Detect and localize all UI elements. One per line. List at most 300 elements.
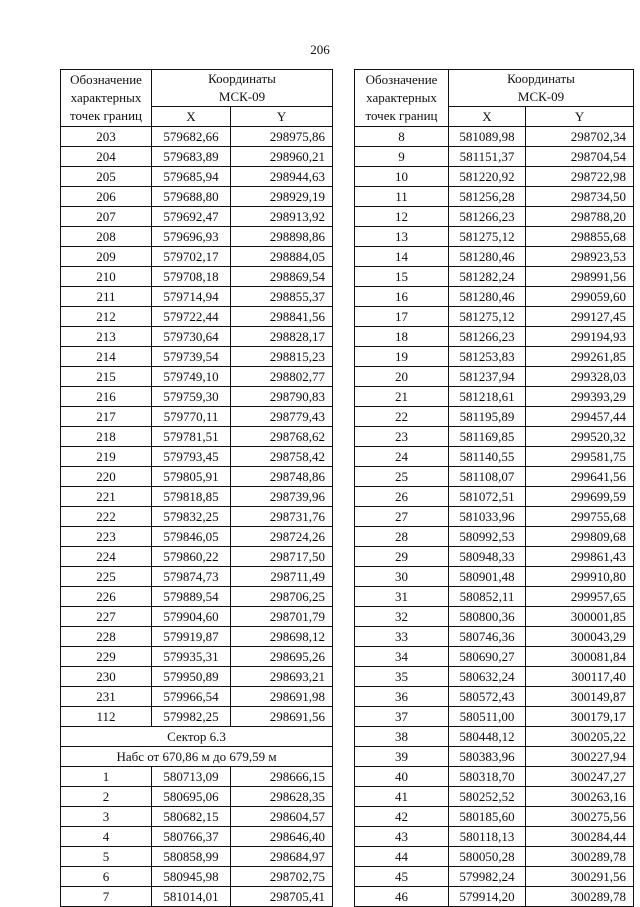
- table-row: [61, 667, 333, 687]
- point-id-cell: 15: [355, 267, 449, 287]
- y-cell: 299520,32: [526, 427, 634, 447]
- x-cell: 579696,93: [152, 227, 231, 247]
- x-cell: 579914,20: [449, 887, 526, 907]
- table-row: [61, 567, 333, 587]
- y-cell: 300227,94: [526, 747, 634, 767]
- y-cell: 298841,56: [231, 307, 333, 327]
- table-row: [355, 867, 634, 887]
- y-cell: 298923,53: [526, 247, 634, 267]
- table-row: [61, 467, 333, 487]
- y-cell: 298693,21: [231, 667, 333, 687]
- x-cell: 581108,07: [449, 467, 526, 487]
- point-id-cell: 4: [61, 827, 152, 847]
- x-cell: 579860,22: [152, 547, 231, 567]
- x-cell: 579759,30: [152, 387, 231, 407]
- y-cell: 298722,98: [526, 167, 634, 187]
- table-row: [355, 127, 634, 147]
- x-cell: 579692,47: [152, 207, 231, 227]
- coordinates-table-right-body: [355, 70, 634, 907]
- point-id-cell: 31: [355, 587, 449, 607]
- y-cell: 298702,34: [526, 127, 634, 147]
- x-cell: 580858,99: [152, 847, 231, 867]
- y-cell: 299699,59: [526, 487, 634, 507]
- y-cell: 299581,75: [526, 447, 634, 467]
- y-cell: 299641,56: [526, 467, 634, 487]
- x-cell: 580992,53: [449, 527, 526, 547]
- y-cell: 299755,68: [526, 507, 634, 527]
- y-cell: 298604,57: [231, 807, 333, 827]
- table-row: [355, 727, 634, 747]
- point-id-cell: 209: [61, 247, 152, 267]
- y-cell: 300275,56: [526, 807, 634, 827]
- sector-header-row: [61, 727, 333, 747]
- y-cell: 298666,15: [231, 767, 333, 787]
- table-row: [355, 347, 634, 367]
- y-cell: 300284,44: [526, 827, 634, 847]
- y-cell: 298704,54: [526, 147, 634, 167]
- y-cell: 300205,22: [526, 727, 634, 747]
- x-cell: 580695,06: [152, 787, 231, 807]
- table-row: [355, 787, 634, 807]
- x-cell: 581169,85: [449, 427, 526, 447]
- point-id-cell: 206: [61, 187, 152, 207]
- point-id-cell: 6: [61, 867, 152, 887]
- coordinates-table-right: [354, 69, 634, 907]
- y-cell: 298731,76: [231, 507, 333, 527]
- point-id-cell: 224: [61, 547, 152, 567]
- y-cell: 300289,78: [526, 887, 634, 907]
- y-cell: 298855,37: [231, 287, 333, 307]
- table-row: [355, 467, 634, 487]
- point-id-cell: 40: [355, 767, 449, 787]
- x-header: X: [449, 107, 526, 127]
- table-row: [61, 147, 333, 167]
- point-id-cell: 205: [61, 167, 152, 187]
- y-cell: 298788,20: [526, 207, 634, 227]
- y-cell: 298929,19: [231, 187, 333, 207]
- x-cell: 581280,46: [449, 247, 526, 267]
- table-row: [61, 807, 333, 827]
- point-id-cell: 229: [61, 647, 152, 667]
- point-id-cell: 21: [355, 387, 449, 407]
- point-id-cell: 13: [355, 227, 449, 247]
- y-cell: 298855,68: [526, 227, 634, 247]
- table-row: [355, 627, 634, 647]
- x-cell: 580901,48: [449, 567, 526, 587]
- point-id-cell: 5: [61, 847, 152, 867]
- coordinates-table-left-body: [61, 70, 333, 907]
- y-cell: 300043,29: [526, 627, 634, 647]
- point-id-cell: 211: [61, 287, 152, 307]
- y-cell: 298691,98: [231, 687, 333, 707]
- x-cell: 579749,10: [152, 367, 231, 387]
- point-id-cell: 228: [61, 627, 152, 647]
- y-cell: 299957,65: [526, 587, 634, 607]
- table-row: [61, 487, 333, 507]
- point-id-cell: 9: [355, 147, 449, 167]
- y-cell: 298802,77: [231, 367, 333, 387]
- x-cell: 581266,23: [449, 327, 526, 347]
- x-cell: 580800,36: [449, 607, 526, 627]
- point-id-cell: 231: [61, 687, 152, 707]
- x-cell: 579982,24: [449, 867, 526, 887]
- y-cell: 299393,29: [526, 387, 634, 407]
- table-row: [355, 227, 634, 247]
- table-row: [61, 787, 333, 807]
- x-cell: 580511,00: [449, 707, 526, 727]
- table-row: [355, 667, 634, 687]
- y-cell: 300291,56: [526, 867, 634, 887]
- table-row: [355, 247, 634, 267]
- point-id-cell: 42: [355, 807, 449, 827]
- table-row: [61, 207, 333, 227]
- point-id-cell: 25: [355, 467, 449, 487]
- table-row: [61, 767, 333, 787]
- table-row: [61, 447, 333, 467]
- y-cell: 299910,80: [526, 567, 634, 587]
- x-cell: 581275,12: [449, 227, 526, 247]
- table-row: [61, 647, 333, 667]
- x-cell: 580448,12: [449, 727, 526, 747]
- x-cell: 579832,25: [152, 507, 231, 527]
- table-row: [355, 507, 634, 527]
- table-row: [61, 227, 333, 247]
- point-id-cell: 36: [355, 687, 449, 707]
- table-row: [355, 147, 634, 167]
- y-header: Y: [231, 107, 333, 127]
- x-cell: 579805,91: [152, 467, 231, 487]
- coordinates-table-left: [60, 69, 333, 907]
- x-cell: 581256,28: [449, 187, 526, 207]
- table-row: [355, 547, 634, 567]
- point-id-cell: 216: [61, 387, 152, 407]
- point-id-cell: 37: [355, 707, 449, 727]
- point-id-cell: 210: [61, 267, 152, 287]
- table-row: [61, 707, 333, 727]
- x-cell: 579904,60: [152, 607, 231, 627]
- point-id-cell: 214: [61, 347, 152, 367]
- table-row: [61, 687, 333, 707]
- point-label-line: характерных: [366, 90, 437, 105]
- y-cell: 300001,85: [526, 607, 634, 627]
- y-cell: 298717,50: [231, 547, 333, 567]
- point-id-cell: 7: [61, 887, 152, 907]
- y-cell: 299261,85: [526, 347, 634, 367]
- table-row: [61, 247, 333, 267]
- table-row: [61, 547, 333, 567]
- table-row: [355, 487, 634, 507]
- y-cell: 298828,17: [231, 327, 333, 347]
- x-cell: 579874,73: [152, 567, 231, 587]
- y-cell: 298960,21: [231, 147, 333, 167]
- table-row: [61, 287, 333, 307]
- table-row: [61, 607, 333, 627]
- point-id-cell: 32: [355, 607, 449, 627]
- x-cell: 580852,11: [449, 587, 526, 607]
- point-id-cell: 208: [61, 227, 152, 247]
- x-cell: 581140,55: [449, 447, 526, 467]
- table-row: [355, 447, 634, 467]
- y-cell: 300179,17: [526, 707, 634, 727]
- x-cell: 579935,31: [152, 647, 231, 667]
- x-cell: 579722,44: [152, 307, 231, 327]
- y-cell: 298758,42: [231, 447, 333, 467]
- sector-title: Сектор 6.3: [61, 727, 333, 747]
- y-cell: 298790,83: [231, 387, 333, 407]
- y-cell: 299809,68: [526, 527, 634, 547]
- x-cell: 580766,37: [152, 827, 231, 847]
- table-row: [355, 827, 634, 847]
- x-cell: 580252,52: [449, 787, 526, 807]
- y-cell: 298695,26: [231, 647, 333, 667]
- y-cell: 299194,93: [526, 327, 634, 347]
- x-cell: 579683,89: [152, 147, 231, 167]
- point-id-cell: 222: [61, 507, 152, 527]
- point-id-cell: 44: [355, 847, 449, 867]
- x-cell: 579714,94: [152, 287, 231, 307]
- point-id-cell: 11: [355, 187, 449, 207]
- y-cell: 300081,84: [526, 647, 634, 667]
- point-id-cell: 39: [355, 747, 449, 767]
- table-row: [61, 507, 333, 527]
- point-id-cell: 218: [61, 427, 152, 447]
- table-row: [355, 367, 634, 387]
- x-cell: 581280,46: [449, 287, 526, 307]
- table-row: [355, 307, 634, 327]
- y-cell: 298691,56: [231, 707, 333, 727]
- table-row: [61, 587, 333, 607]
- x-cell: 579702,17: [152, 247, 231, 267]
- y-cell: 299127,45: [526, 307, 634, 327]
- y-cell: 298991,56: [526, 267, 634, 287]
- point-id-cell: 220: [61, 467, 152, 487]
- table-row: [61, 307, 333, 327]
- point-id-cell: 23: [355, 427, 449, 447]
- point-id-cell: 46: [355, 887, 449, 907]
- x-cell: 580572,43: [449, 687, 526, 707]
- table-row: [61, 347, 333, 367]
- x-cell: 581218,61: [449, 387, 526, 407]
- x-cell: 580713,09: [152, 767, 231, 787]
- coordinates-header-line: МСК-09: [218, 89, 266, 104]
- point-id-cell: 215: [61, 367, 152, 387]
- x-cell: 581266,23: [449, 207, 526, 227]
- table-row: [61, 867, 333, 887]
- y-cell: 298646,40: [231, 827, 333, 847]
- table-row: [61, 407, 333, 427]
- x-cell: 579818,85: [152, 487, 231, 507]
- point-label-line: Обозначение: [365, 72, 438, 87]
- x-cell: 580948,33: [449, 547, 526, 567]
- y-cell: 298869,54: [231, 267, 333, 287]
- point-id-cell: 26: [355, 487, 449, 507]
- table-row: [355, 587, 634, 607]
- point-id-cell: 20: [355, 367, 449, 387]
- x-cell: 581253,83: [449, 347, 526, 367]
- x-cell: 580318,70: [449, 767, 526, 787]
- x-cell: 579982,25: [152, 707, 231, 727]
- y-cell: 298724,26: [231, 527, 333, 547]
- table-row: [61, 627, 333, 647]
- point-label-header: [61, 70, 152, 127]
- point-id-cell: 203: [61, 127, 152, 147]
- point-id-cell: 225: [61, 567, 152, 587]
- coordinates-header-line: Координаты: [507, 71, 575, 86]
- y-cell: 300263,16: [526, 787, 634, 807]
- y-cell: 298702,75: [231, 867, 333, 887]
- point-id-cell: 3: [61, 807, 152, 827]
- table-row: [355, 567, 634, 587]
- x-cell: 580746,36: [449, 627, 526, 647]
- x-cell: 580383,96: [449, 747, 526, 767]
- y-cell: 298944,63: [231, 167, 333, 187]
- point-label-line: характерных: [70, 90, 142, 105]
- x-cell: 581220,92: [449, 167, 526, 187]
- x-cell: 581275,12: [449, 307, 526, 327]
- table-row: [61, 387, 333, 407]
- point-label-line: точек границ: [69, 108, 143, 123]
- x-cell: 579793,45: [152, 447, 231, 467]
- y-cell: 299059,60: [526, 287, 634, 307]
- y-cell: 298701,79: [231, 607, 333, 627]
- point-id-cell: 213: [61, 327, 152, 347]
- point-label-line: точек границ: [365, 108, 438, 123]
- table-row: [355, 327, 634, 347]
- y-header: Y: [526, 107, 634, 127]
- table-row: [355, 207, 634, 227]
- table-row: [355, 887, 634, 907]
- table-row: [355, 167, 634, 187]
- point-id-cell: 38: [355, 727, 449, 747]
- x-cell: 579682,66: [152, 127, 231, 147]
- table-row: [61, 187, 333, 207]
- x-cell: 581089,98: [449, 127, 526, 147]
- point-id-cell: 217: [61, 407, 152, 427]
- coordinates-header-line: Координаты: [208, 71, 276, 86]
- x-cell: 580185,60: [449, 807, 526, 827]
- y-cell: 298711,49: [231, 567, 333, 587]
- coordinates-header-line: МСК-09: [517, 89, 565, 104]
- y-cell: 298628,35: [231, 787, 333, 807]
- point-id-cell: 27: [355, 507, 449, 527]
- point-id-cell: 24: [355, 447, 449, 467]
- table-row: [355, 767, 634, 787]
- x-cell: 579739,54: [152, 347, 231, 367]
- x-cell: 579730,64: [152, 327, 231, 347]
- point-id-cell: 41: [355, 787, 449, 807]
- point-id-cell: 226: [61, 587, 152, 607]
- table-row: [355, 427, 634, 447]
- table-row: [61, 827, 333, 847]
- y-cell: 300247,27: [526, 767, 634, 787]
- point-id-cell: 1: [61, 767, 152, 787]
- y-cell: 298884,05: [231, 247, 333, 267]
- y-cell: 298975,86: [231, 127, 333, 147]
- point-id-cell: 43: [355, 827, 449, 847]
- table-row: [355, 267, 634, 287]
- y-cell: 298898,86: [231, 227, 333, 247]
- x-cell: 581237,94: [449, 367, 526, 387]
- y-cell: 300117,40: [526, 667, 634, 687]
- table-row: [355, 747, 634, 767]
- table-row: [61, 267, 333, 287]
- table-row: [355, 187, 634, 207]
- point-id-cell: 19: [355, 347, 449, 367]
- point-id-cell: 17: [355, 307, 449, 327]
- point-id-cell: 227: [61, 607, 152, 627]
- x-cell: 579950,89: [152, 667, 231, 687]
- x-cell: 579966,54: [152, 687, 231, 707]
- x-cell: 579770,11: [152, 407, 231, 427]
- y-cell: 298705,41: [231, 887, 333, 907]
- table-row: [61, 167, 333, 187]
- point-id-cell: 204: [61, 147, 152, 167]
- y-cell: 298768,62: [231, 427, 333, 447]
- table-row: [355, 647, 634, 667]
- x-cell: 579685,94: [152, 167, 231, 187]
- x-cell: 581282,24: [449, 267, 526, 287]
- table-row: [61, 127, 333, 147]
- x-cell: 580050,28: [449, 847, 526, 867]
- point-id-cell: 45: [355, 867, 449, 887]
- x-cell: 581014,01: [152, 887, 231, 907]
- y-cell: 299861,43: [526, 547, 634, 567]
- point-id-cell: 212: [61, 307, 152, 327]
- x-cell: 581151,37: [449, 147, 526, 167]
- point-id-cell: 14: [355, 247, 449, 267]
- point-label-header: [355, 70, 449, 127]
- y-cell: 298815,23: [231, 347, 333, 367]
- y-cell: 298779,43: [231, 407, 333, 427]
- x-cell: 580682,15: [152, 807, 231, 827]
- table-row: [355, 287, 634, 307]
- sector-subtitle: Набс от 670,86 м до 679,59 м: [61, 747, 333, 767]
- point-id-cell: 112: [61, 707, 152, 727]
- point-id-cell: 2: [61, 787, 152, 807]
- table-row: [61, 367, 333, 387]
- x-cell: 580945,98: [152, 867, 231, 887]
- coordinates-header: [449, 70, 634, 107]
- x-cell: 581033,96: [449, 507, 526, 527]
- point-id-cell: 207: [61, 207, 152, 227]
- x-cell: 579688,80: [152, 187, 231, 207]
- x-cell: 580632,24: [449, 667, 526, 687]
- table-row: [355, 607, 634, 627]
- x-cell: 579781,51: [152, 427, 231, 447]
- y-cell: 298748,86: [231, 467, 333, 487]
- point-label-line: Обозначение: [70, 72, 142, 87]
- table-row: [355, 527, 634, 547]
- table-row: [355, 687, 634, 707]
- point-id-cell: 35: [355, 667, 449, 687]
- x-cell: 581072,51: [449, 487, 526, 507]
- x-cell: 580690,27: [449, 647, 526, 667]
- x-cell: 579919,87: [152, 627, 231, 647]
- x-cell: 581195,89: [449, 407, 526, 427]
- point-id-cell: 34: [355, 647, 449, 667]
- x-cell: 579708,18: [152, 267, 231, 287]
- point-id-cell: 18: [355, 327, 449, 347]
- point-id-cell: 221: [61, 487, 152, 507]
- point-id-cell: 16: [355, 287, 449, 307]
- table-row: [355, 407, 634, 427]
- point-id-cell: 223: [61, 527, 152, 547]
- sector-header-row: [61, 747, 333, 767]
- y-cell: 299328,03: [526, 367, 634, 387]
- y-cell: 298684,97: [231, 847, 333, 867]
- y-cell: 298734,50: [526, 187, 634, 207]
- point-id-cell: 33: [355, 627, 449, 647]
